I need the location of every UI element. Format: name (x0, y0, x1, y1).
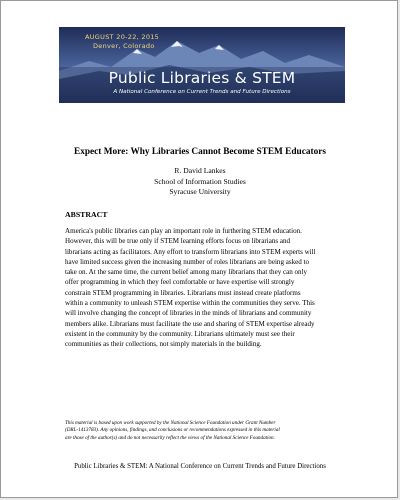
abstract-line: members alike. Librarians must facilitate the use and sharing of STEM expertise already (65, 319, 315, 328)
author-school: School of Information Studies (154, 176, 246, 186)
conference-date: AUGUST 20-22, 2015 (85, 33, 160, 41)
conference-banner (59, 27, 345, 103)
page-footer: Public Libraries & STEM: A National Conference on Current Trends and Future Directions (74, 463, 326, 470)
funding-line: are those of the author(s) and do not necessarily reflect the views of the National Science Foundation. (65, 434, 275, 441)
abstract-line: have limited success given the increasing number of roles librarians are being asked to (65, 257, 310, 266)
abstract-body (65, 226, 347, 350)
abstract-heading: ABSTRACT (65, 210, 108, 219)
abstract-line: librarians acting as facilitators. Any effort to transform librarians into STEM experts will (65, 247, 316, 256)
author-block (1, 166, 399, 198)
abstract-line: America's public libraries can play an important role in furthering STEM education. (65, 227, 302, 235)
conference-title: Public Libraries & STEM (108, 69, 296, 87)
abstract-line: take on. At the same time, the current belief among many librarians that they can only (65, 268, 308, 277)
abstract-line: existent in the community by the community. Librarians ultimately must see their (65, 329, 295, 338)
conference-location: Denver, Colorado (93, 42, 155, 50)
paper-title: Expect More: Why Libraries Cannot Become STEM Educators (74, 147, 326, 157)
author-university: Syracuse University (169, 187, 231, 196)
abstract-line: will involve changing the concept of libraries in the minds of librarians and community (65, 309, 312, 318)
abstract-line: within a community to unleash STEM expertise within the communities they serve. This (65, 299, 315, 308)
funding-line: This material is based upon work supported by the National Science Foundation under Grant Number (65, 420, 276, 426)
author-name: R. David Lankes (174, 166, 226, 175)
conference-subtitle: A National Conference on Current Trends and Future Directions (113, 89, 291, 95)
funding-acknowledgement (65, 420, 350, 442)
funding-line: (DRL-1413783). Any opinions, findings, and conclusions or recommendations expressed in this material (65, 427, 280, 434)
abstract-line: communities as their collections, not simply materials in the building. (65, 340, 262, 349)
abstract-line: offer programming in which they feel comfortable or have expertise will strongly (65, 278, 295, 287)
abstract-line: However, this will be true only if STEM learning efforts focus on librarians and (65, 237, 291, 246)
abstract-line: constrain STEM programming in libraries. Librarians must instead create platforms (65, 288, 301, 297)
